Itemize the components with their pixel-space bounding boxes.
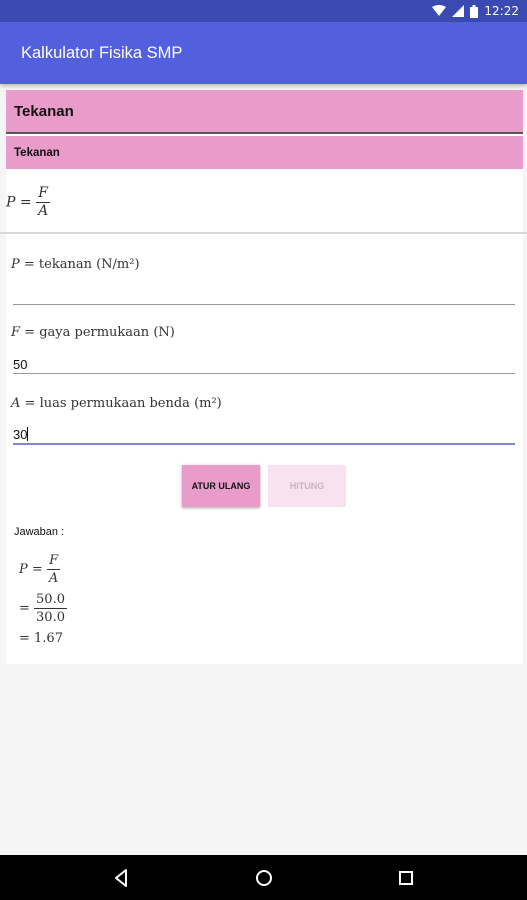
variable-label-p: P = tekanan (N/m²) bbox=[11, 257, 140, 272]
calculate-button[interactable]: HITUNG bbox=[268, 465, 346, 507]
answer-numerator-symbol: F bbox=[49, 553, 59, 568]
status-bar bbox=[0, 0, 527, 22]
pressure-input-underline bbox=[13, 304, 515, 305]
variable-unit: (N) bbox=[153, 325, 175, 340]
variable-unit: (m²) bbox=[194, 396, 222, 411]
signal-icon bbox=[452, 5, 464, 17]
section-title: Tekanan bbox=[6, 90, 523, 134]
reset-button[interactable]: ATUR ULANG bbox=[182, 465, 260, 507]
text-cursor bbox=[27, 427, 28, 441]
variable-label-a: A = luas permukaan benda (m²) bbox=[11, 396, 222, 411]
app-bar bbox=[0, 22, 527, 84]
pressure-input[interactable] bbox=[13, 280, 515, 304]
area-input-underline bbox=[13, 443, 515, 445]
variable-symbol: F bbox=[11, 325, 21, 340]
answer-result-line bbox=[19, 631, 63, 646]
answer-result: 1.67 bbox=[34, 631, 63, 646]
formula-denominator: A bbox=[38, 203, 49, 219]
equals-sign: = bbox=[19, 194, 37, 211]
answer-denominator-symbol: A bbox=[48, 571, 59, 586]
answer-formula: P = $\frac{F}{A}$ bbox=[19, 553, 59, 586]
variable-description: luas permukaan benda bbox=[39, 396, 190, 411]
back-icon[interactable] bbox=[111, 867, 133, 889]
answer-substitution bbox=[19, 591, 67, 626]
formula-fraction bbox=[36, 185, 50, 220]
formula-numerator: F bbox=[38, 185, 48, 201]
formula-lhs: P bbox=[6, 194, 16, 211]
answer-fraction bbox=[47, 552, 60, 587]
equals-sign: = bbox=[19, 631, 35, 646]
variable-description: tekanan bbox=[38, 257, 92, 272]
wifi-icon bbox=[432, 5, 446, 17]
substitution-fraction bbox=[34, 591, 67, 626]
recents-icon[interactable] bbox=[395, 867, 417, 889]
app-title: Kalkulator Fisika SMP bbox=[21, 43, 183, 62]
force-input-underline bbox=[13, 373, 515, 374]
answer-title: Jawaban : bbox=[14, 526, 65, 538]
answer-denominator-value: 30.0 bbox=[36, 610, 65, 625]
divider bbox=[0, 232, 527, 234]
battery-icon bbox=[470, 5, 478, 18]
answer-numerator-value: 50.0 bbox=[36, 592, 65, 607]
card-content bbox=[6, 90, 523, 690]
variable-unit: (N/m²) bbox=[96, 257, 140, 272]
variable-label-f: F = gaya permukaan (N) bbox=[11, 325, 175, 340]
formula bbox=[6, 185, 50, 220]
status-time: 12:22 bbox=[484, 4, 519, 18]
variable-symbol: P bbox=[11, 257, 20, 272]
answer-lhs: P bbox=[19, 562, 28, 577]
navigation-bar bbox=[0, 855, 527, 900]
equals-sign: = bbox=[19, 601, 35, 616]
variable-description: gaya permukaan bbox=[39, 325, 150, 340]
section-subtitle: Tekanan bbox=[6, 136, 523, 169]
home-icon[interactable] bbox=[253, 867, 275, 889]
variable-symbol: A bbox=[11, 396, 21, 411]
